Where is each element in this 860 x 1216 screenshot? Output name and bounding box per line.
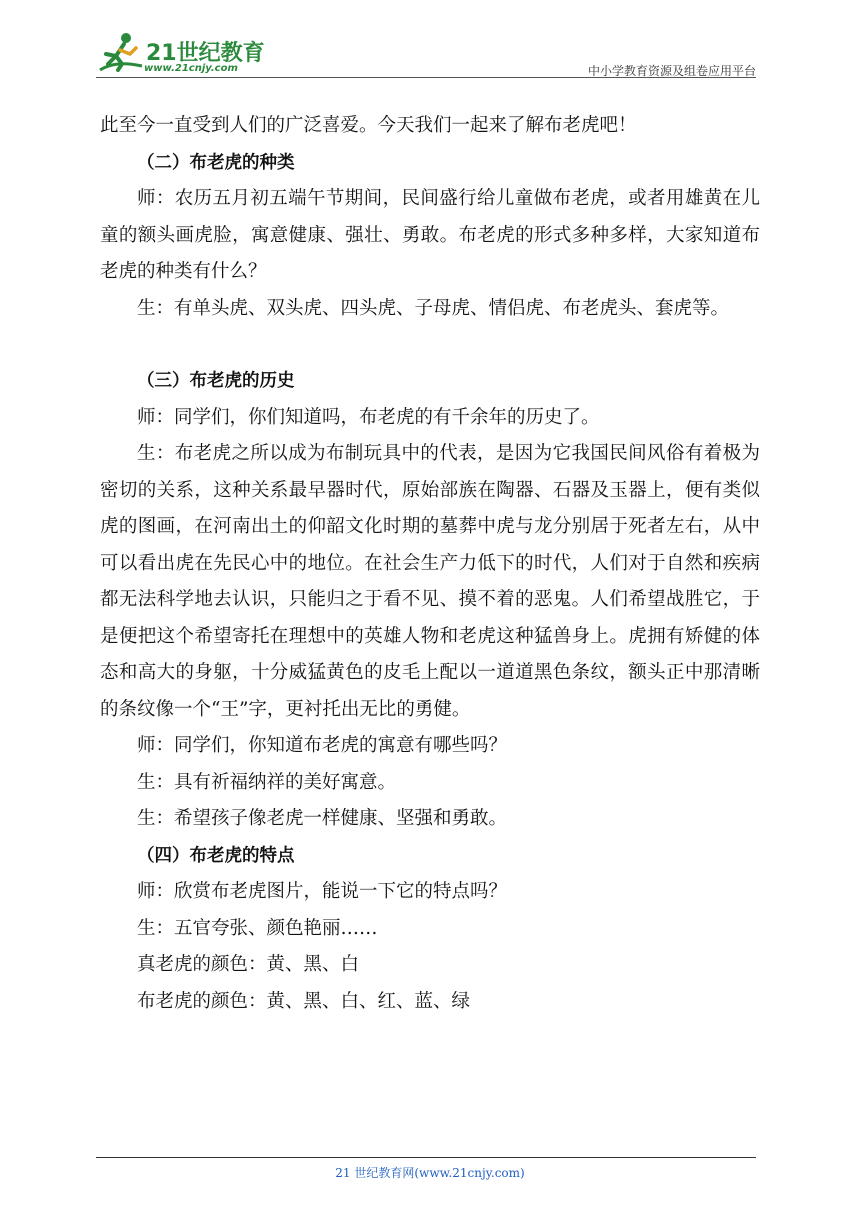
page-header [96,30,756,78]
logo-text: 21世纪教育 [146,41,265,66]
paragraph-student-history: 生：布老虎之所以成为布制玩具中的代表，是因为它我国民间风俗有着极为密切的关系，这种关系最早器时代，原始部族在陶器、石器及玉器上，便有类似虎的图画，在河南出土的仰韶文化时期的墓葬中虎与龙分别居于死者左右，从中可以看出虎在先民心中的地位。在社会生产力低下的时代，人们对于自然和疾病都无法科学地去认识，只能归之于看不见、摸不着的恶鬼。人们希望战胜它，于是便把这个希望寄托在理想中的英雄人物和老虎这种猛兽身上。虎拥有矫健的体态和高大的身躯，十分威猛黄色的皮毛上配以一道道黑色条纹，额头正中那清晰的条纹像一个“王”字，更衬托出无比的勇健。 [100,443,760,720]
logo-url: www.21cnjy.com [144,63,238,74]
paragraph-student-meaning-1: 生：具有祈福纳祥的美好寓意。 [137,771,397,793]
paragraph-teacher-meaning: 师：同学们，你知道布老虎的寓意有哪些吗？ [137,735,508,756]
running-figure-icon [96,30,146,76]
paragraph-teacher-features: 师：欣赏布老虎图片，能说一下它的特点吗？ [137,881,508,902]
section-heading-history: （三）布老虎的历史 [137,371,295,391]
paragraph-student-features: 生：五官夸张、颜色艳丽…… [137,917,378,939]
paragraph-real-tiger-colors: 真老虎的颜色：黄、黑、白 [137,954,360,975]
header-tagline: 中小学教育资源及组卷应用平台 [587,64,756,78]
document-body [100,108,760,1020]
site-logo[interactable] [96,30,266,78]
section-heading-features: （四）布老虎的特点 [137,845,295,866]
paragraph-student-types: 生：有单头虎、双头虎、四头虎、子母虎、情侣虎、布老虎头、套虎等。 [137,297,730,319]
paragraph-intro-end: 此至今一直受到人们的广泛喜爱。今天我们一起来了解布老虎吧！ [100,115,637,136]
paragraph-cloth-tiger-colors: 布老虎的颜色：黄、黑、白、红、蓝、绿 [137,990,471,1012]
section-heading-types: （二）布老虎的种类 [137,152,295,173]
paragraph-student-meaning-2: 生：希望孩子像老虎一样健康、坚强和勇敢。 [137,808,508,829]
footer-divider [96,1157,756,1158]
page-footer[interactable]: 21 世纪教育网(www.21cnjy.com) [335,1166,525,1180]
paragraph-teacher-types: 师：农历五月初五端午节期间，民间盛行给儿童做布老虎，或者用雄黄在儿童的额头画虎脸，寓意健康、强壮、勇敢。布老虎的形式多种多样，大家知道布老虎的种类有什么？ [100,188,760,282]
paragraph-teacher-history: 师：同学们，你们知道吗，布老虎的有千余年的历史了。 [137,406,600,428]
header-divider [96,77,756,78]
blank-line [100,327,760,363]
